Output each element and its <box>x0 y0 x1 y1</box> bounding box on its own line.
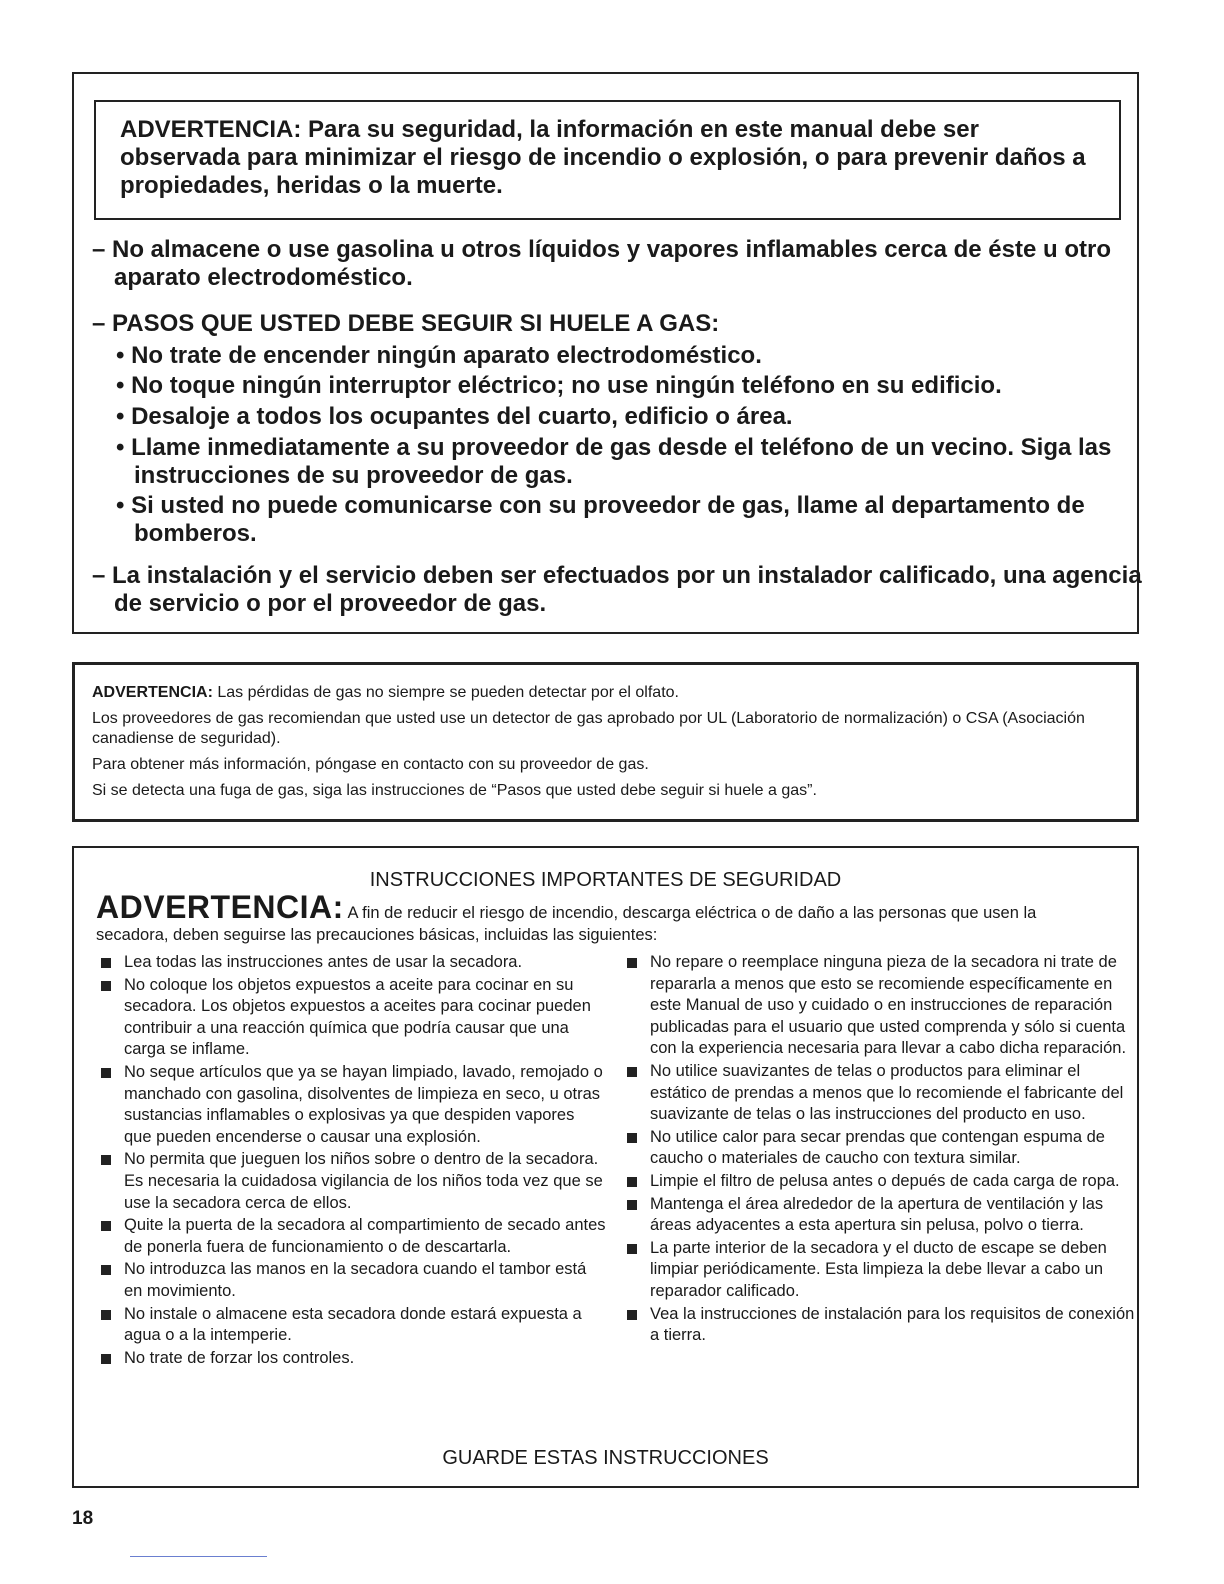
step-item: • Desaloje a todos los ocupantes del cuarto, edificio o área. <box>116 403 793 430</box>
list-item: No instale o almacene esta secadora donde estará expuesta a agua o a la intemperie. <box>94 1304 606 1347</box>
step-item: • Llame inmediatamente a su proveedor de gas desde el teléfono de un vecino. Siga las instrucciones de su proveedor de gas. <box>116 434 1112 489</box>
list-item: Limpie el filtro de pelusa antes o depués de cada carga de ropa. <box>620 1171 1140 1193</box>
installation-note: – La instalación y el servicio deben ser efectuados por un instalador calificado, una agencia de servicio o por el proveedor de gas. <box>92 562 1142 617</box>
no-store-gasoline: – No almacene o use gasolina u otros líquidos y vapores inflamables cerca de éste u otro aparato electrodoméstico. <box>92 236 1111 291</box>
list-item: No seque artículos que ya se hayan limpiado, lavado, remojado o manchado con gasolina, disolventes de limpieza en seco, u otras sustancias inflamables o explosivas ya que despiden vapores que pueden encenderse o causar una explosión. <box>94 1062 606 1148</box>
underline-decoration <box>130 1556 267 1557</box>
step-item: • No toque ningún interruptor eléctrico; no use ningún teléfono en su edificio. <box>116 372 1002 399</box>
list-item: No trate de forzar los controles. <box>94 1348 606 1370</box>
right-precautions-list <box>620 952 1140 1348</box>
gas-smell-steps-heading: – PASOS QUE USTED DEBE SEGUIR SI HUELE A GAS: <box>92 310 720 337</box>
list-item: No utilice calor para secar prendas que contengan espuma de caucho o materiales de caucho con textura similar. <box>620 1127 1140 1170</box>
intro-text: A fin de reducir el riesgo de incendio, descarga eléctrica o de daño a las personas que usen la secadora, deben seguirse las precauciones básicas, incluidas las siguientes: <box>96 904 1037 944</box>
adv-label: ADVERTENCIA: <box>96 889 344 925</box>
leak-detected-note: Si se detecta una fuga de gas, siga las instrucciones de “Pasos que usted debe seguir si huele a gas”. <box>92 782 817 799</box>
gas-detector-note: Los proveedores de gas recomiendan que usted use un detector de gas aprobado por UL (Laboratorio de normalización) o CSA (Asociación canadiense de seguridad). <box>92 710 1085 747</box>
list-item: No repare o reemplace ninguna pieza de la secadora ni trate de repararla a menos que esto se recomiende específicamente en este Manual de uso y cuidado o en instrucciones de reparación publicadas para el usuario que usted comprenda y sólo si cuenta con la experiencia necesaria para llevar a cabo dicha reparación. <box>620 952 1140 1060</box>
safety-instructions-box <box>72 846 1139 1488</box>
contact-provider-note: Para obtener más información, póngase en contacto con su proveedor de gas. <box>92 756 649 773</box>
list-item: No permita que jueguen los niños sobre o dentro de la secadora. Es necesaria la cuidadosa vigilancia de los niños toda vez que se use la secadora cerca de ellos. <box>94 1149 606 1214</box>
gas-leak-box <box>72 662 1139 822</box>
gas-leak-label: ADVERTENCIA: <box>92 684 213 701</box>
save-instructions: GUARDE ESTAS INSTRUCCIONES <box>442 1447 769 1469</box>
safety-title: INSTRUCCIONES IMPORTANTES DE SEGURIDAD <box>369 869 842 891</box>
step-item: • Si usted no puede comunicarse con su proveedor de gas, llame al departamento de bomberos. <box>116 492 1085 547</box>
page-number: 18 <box>72 1508 94 1529</box>
main-warning: ADVERTENCIA: Para su seguridad, la información en este manual debe ser observada para minimizar el riesgo de incendio o explosión, o para prevenir daños a propiedades, heridas o la muerte. <box>94 100 1121 220</box>
list-item: La parte interior de la secadora y el ducto de escape se deben limpiar periódicamente. Esta limpieza la debe llevar a cabo un reparador calificado. <box>620 1238 1140 1303</box>
list-item: No utilice suavizantes de telas o productos para eliminar el estático de prendas a menos que lo recomiende el fabricante del suavizante de telas o las instrucciones del producto en uso. <box>620 1061 1140 1126</box>
step-item: • No trate de encender ningún aparato electrodoméstico. <box>116 342 762 369</box>
left-precautions-list <box>94 952 606 1370</box>
list-item: No introduzca las manos en la secadora cuando el tambor está en movimiento. <box>94 1259 606 1302</box>
list-item: No coloque los objetos expuestos a aceite para cocinar en su secadora. Los objetos expuestos a aceites para cocinar pueden contribuir a una reacción química que podría causar que una carga se inflame. <box>94 975 606 1061</box>
list-item: Quite la puerta de la secadora al compartimiento de secado antes de ponerla fuera de funcionamiento o de descartarla. <box>94 1215 606 1258</box>
list-item: Lea todas las instrucciones antes de usar la secadora. <box>94 952 606 974</box>
list-item: Mantenga el área alrededor de la apertura de ventilación y las áreas adyacentes a esta apertura sin pelusa, polvo o tierra. <box>620 1194 1140 1237</box>
safety-intro <box>96 889 1106 946</box>
gas-leak-line: ADVERTENCIA: Las pérdidas de gas no siempre se pueden detectar por el olfato. <box>92 684 679 701</box>
list-item: Vea la instrucciones de instalación para los requisitos de conexión a tierra. <box>620 1304 1140 1347</box>
gas-warning-box <box>72 72 1142 634</box>
